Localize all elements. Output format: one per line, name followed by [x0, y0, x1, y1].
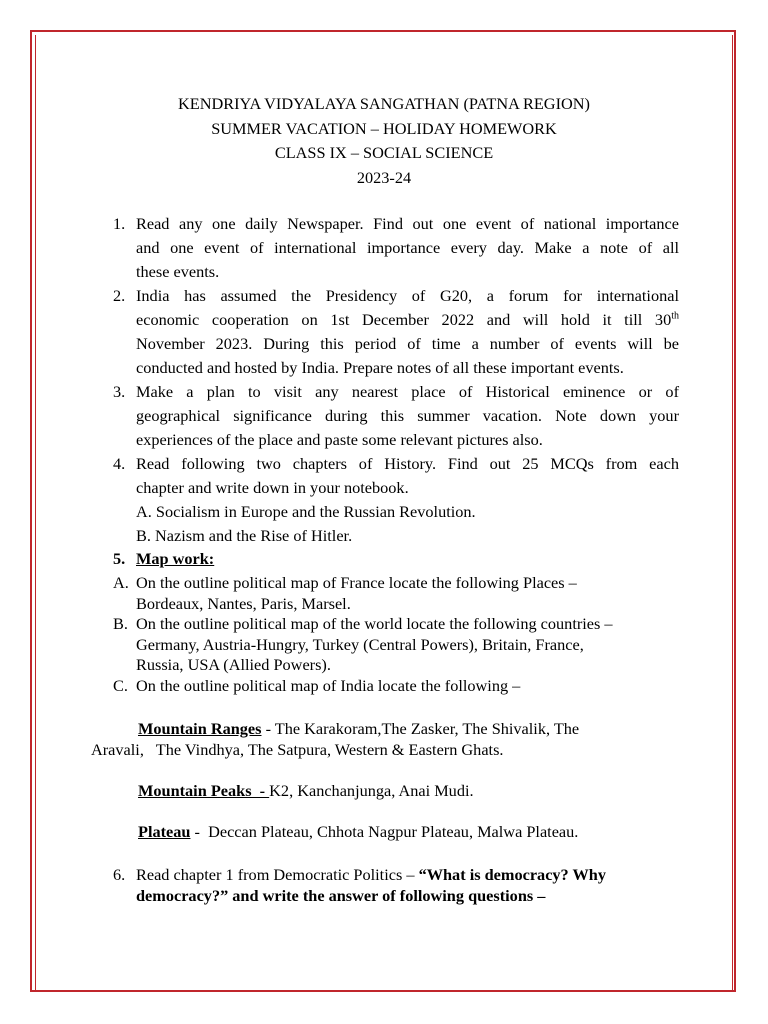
map-item-letter: B. — [113, 614, 128, 633]
map-item-letter: C. — [113, 676, 128, 695]
map-item-letter: A. — [113, 573, 129, 592]
mountain-peaks-line — [138, 780, 474, 801]
item-number: 6. — [113, 865, 126, 884]
item-number: 5. — [113, 549, 126, 568]
item-line: these events. — [136, 262, 220, 281]
item-line — [136, 308, 679, 332]
item-text — [136, 547, 679, 571]
item-number: 4. — [113, 454, 126, 473]
header-year: 2023-24 — [356, 167, 412, 187]
item-line: Read any one daily Newspaper. Find out one event of national importance — [136, 214, 679, 233]
header-school: KENDRIYA VIDYALAYA SANGATHAN (PATNA REGION) — [178, 94, 590, 113]
map-item-line: Germany, Austria-Hungry, Turkey (Central Powers), Britain, France, — [136, 634, 584, 654]
item-6-bold: “What is democracy? Why — [418, 865, 606, 884]
item-6-plain: Read chapter 1 from Democratic Politics – — [136, 865, 419, 884]
mountain-ranges-label: Mountain Ranges — [138, 719, 262, 738]
document-header — [0, 92, 768, 190]
item-line: Make a plan to visit any nearest place of Historical eminence or of — [136, 382, 679, 401]
item-number: 2. — [113, 286, 126, 305]
mountain-ranges-line2: Aravali, The Vindhya, The Satpura, Western & Eastern Ghats. — [91, 740, 504, 759]
item-line: geographical significance during this summer vacation. Note down your — [136, 406, 679, 425]
item-line-main: economic cooperation on 1st December 2022 and will hold it till 30 — [136, 310, 672, 329]
mountain-peaks-label: Mountain Peaks - — [138, 781, 270, 800]
map-item-text — [136, 573, 676, 614]
item-line: chapter and write down in your notebook. — [136, 478, 409, 497]
map-item-line: On the outline political map of India locate the following – — [136, 676, 521, 695]
item-line: and one event of international importance every day. Make a note of all — [136, 238, 679, 257]
item-line: India has assumed the Presidency of G20, a forum for international — [136, 286, 679, 305]
item-line: November 2023. During this period of time a number of events will be — [136, 334, 679, 353]
map-item-text — [136, 614, 676, 676]
mountain-ranges-line1 — [138, 718, 579, 739]
map-item-text — [136, 676, 676, 697]
item-line: experiences of the place and paste some relevant pictures also. — [136, 430, 543, 449]
item-line — [136, 864, 676, 885]
header-class: CLASS IX – SOCIAL SCIENCE — [274, 143, 494, 162]
item-line: democracy?” and write the answer of following questions – — [136, 886, 546, 905]
map-item-line: On the outline political map of France locate the following Places – — [136, 573, 577, 592]
item-number: 3. — [113, 382, 126, 401]
map-item-line: On the outline political map of the world locate the following countries – — [136, 614, 613, 633]
plateau-label: Plateau — [138, 822, 191, 841]
header-title: SUMMER VACATION – HOLIDAY HOMEWORK — [211, 118, 557, 138]
item-text — [136, 452, 679, 548]
map-item-line: Bordeaux, Nantes, Paris, Marsel. — [136, 593, 351, 613]
item-line: Read following two chapters of History. Find out 25 MCQs from each — [136, 454, 679, 473]
item-number: 1. — [113, 214, 126, 233]
mountain-ranges-text: - The Karakoram,The Zasker, The Shivalik, The — [261, 719, 580, 738]
item-line: conducted and hosted by India. Prepare notes of all these important events. — [136, 358, 624, 377]
history-chapter-a: A. Socialism in Europe and the Russian Revolution. — [136, 502, 476, 521]
mountain-peaks-text: K2, Kanchanjunga, Anai Mudi. — [269, 781, 474, 800]
plateau-line — [138, 821, 578, 842]
item-text — [136, 212, 679, 284]
superscript: th — [671, 310, 679, 322]
history-chapter-b: B. Nazism and the Rise of Hitler. — [136, 526, 353, 545]
item-text — [136, 380, 679, 452]
item-text — [136, 284, 679, 380]
map-work-heading: Map work: — [136, 549, 215, 568]
map-item-line: Russia, USA (Allied Powers). — [136, 655, 331, 674]
plateau-text: - Deccan Plateau, Chhota Nagpur Plateau, Malwa Plateau. — [190, 822, 579, 841]
item-text — [136, 864, 676, 906]
